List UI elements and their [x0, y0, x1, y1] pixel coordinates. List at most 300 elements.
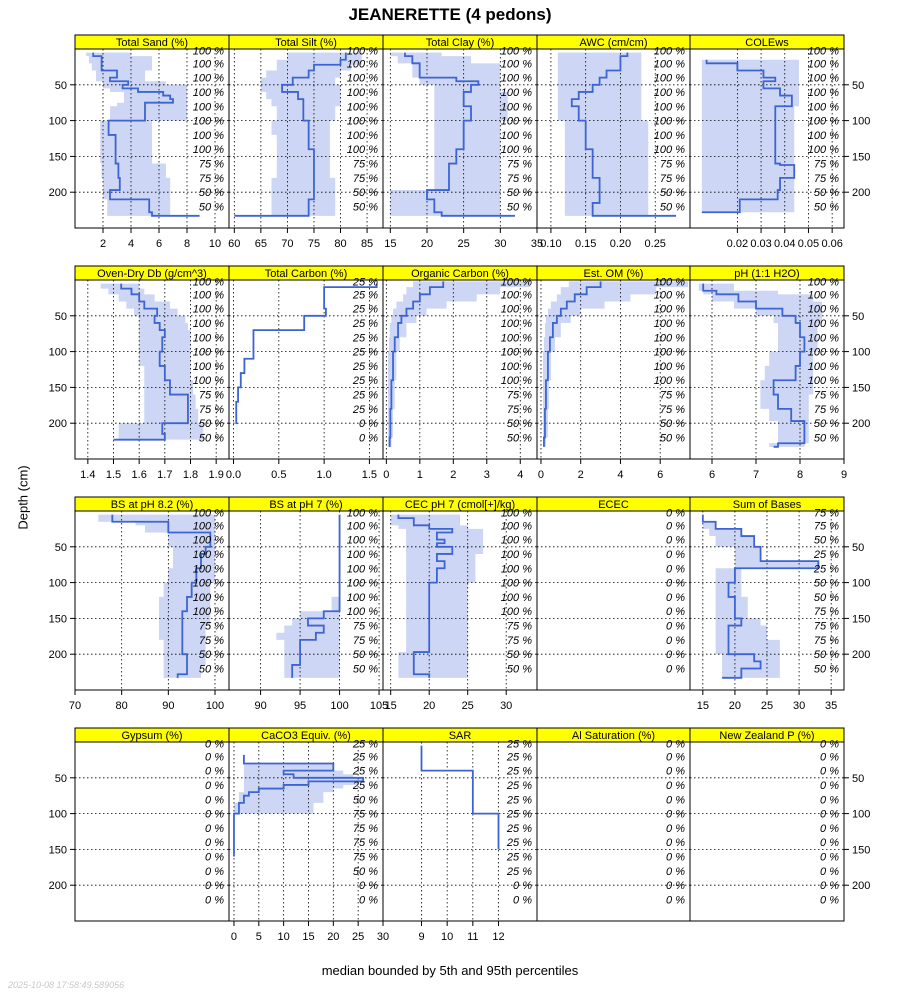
percent-label: 100 %: [192, 72, 224, 85]
x-tick-label: 100: [205, 700, 225, 712]
percent-label: 100 %: [653, 332, 685, 345]
percent-label: 100 %: [653, 101, 685, 114]
x-tick-label: 6: [708, 469, 716, 481]
percent-label: 50 %: [352, 201, 378, 214]
percent-label: 50 %: [659, 418, 685, 431]
percent-label: 0 %: [666, 765, 685, 778]
percent-label: 0 %: [666, 548, 685, 561]
panel-title: Est. OM (%): [583, 268, 644, 280]
percent-label: 100 %: [192, 101, 224, 114]
x-tick-label: 10: [208, 238, 222, 250]
percent-label: 100 %: [500, 520, 532, 533]
percent-label: 50 %: [813, 418, 839, 431]
percent-label: 50 %: [352, 865, 378, 878]
percent-label: 25 %: [506, 751, 532, 764]
percent-label: 0 %: [820, 779, 839, 792]
percent-label: 25 %: [352, 751, 378, 764]
y-tick-label: 50: [54, 310, 67, 323]
percent-label: 25 %: [352, 403, 378, 416]
percent-label: 75 %: [813, 507, 839, 520]
panel-title: COLEws: [745, 37, 789, 49]
percent-label: 0 %: [666, 880, 685, 893]
percent-label: 100 %: [653, 360, 685, 373]
percent-label: 0 %: [513, 880, 532, 893]
x-tick-label: 15: [696, 700, 709, 712]
panel-title: pH (1:1 H2O): [734, 268, 800, 280]
percent-label: 50 %: [659, 187, 685, 200]
panel: [383, 266, 537, 481]
x-tick-label: 9: [418, 931, 425, 943]
percent-label: 0 %: [666, 837, 685, 850]
x-tick-label: 0.0: [225, 469, 242, 481]
percent-label: 50 %: [198, 663, 224, 676]
y-tick-label: 200: [852, 649, 871, 662]
x-tick-label: 100: [330, 700, 349, 712]
percent-label: 100 %: [807, 58, 839, 71]
percent-label: 25 %: [506, 794, 532, 807]
x-tick-label: 1: [416, 469, 423, 481]
panel: [690, 728, 870, 921]
x-tick-label: 10: [277, 931, 290, 943]
percent-label: 75 %: [659, 403, 685, 416]
x-tick-label: 0: [537, 469, 545, 481]
percent-label: 100 %: [807, 276, 839, 289]
percent-label: 0 %: [205, 837, 224, 850]
panel-title: Total Carbon (%): [264, 268, 348, 280]
percent-label: 100 %: [346, 606, 378, 619]
panel-title: Gypsum (%): [121, 730, 183, 742]
y-tick-label: 200: [48, 187, 67, 200]
percent-label: 100 %: [192, 606, 224, 619]
percent-label: 100 %: [500, 101, 532, 114]
x-tick-label: 0: [230, 931, 238, 943]
percent-label: 75 %: [198, 389, 224, 402]
x-tick-label: 20: [420, 238, 434, 250]
y-tick-label: 100: [852, 115, 871, 128]
percent-label: 100 %: [346, 45, 378, 58]
percent-label: 100 %: [346, 86, 378, 99]
percent-label: 100 %: [500, 346, 532, 359]
percent-label: 50 %: [506, 663, 532, 676]
x-tick-label: 25: [352, 931, 365, 943]
x-tick-label: 95: [293, 700, 307, 712]
percent-label: 100 %: [346, 507, 378, 520]
percent-label: 100 %: [653, 346, 685, 359]
x-tick-label: 25: [461, 700, 474, 712]
percent-label: 100 %: [500, 577, 532, 590]
y-tick-label: 150: [852, 613, 871, 626]
percent-label: 75 %: [352, 837, 378, 850]
percent-label: 25 %: [506, 851, 532, 864]
x-tick-label: 10: [441, 931, 454, 943]
x-tick-label: 1.0: [316, 469, 332, 481]
percent-label: 100 %: [653, 129, 685, 142]
percent-label: 25 %: [352, 375, 378, 388]
x-tick-label: 60: [228, 238, 241, 250]
y-tick-label: 100: [852, 577, 871, 590]
percent-label: 50 %: [813, 663, 839, 676]
percent-label: 75 %: [813, 158, 839, 171]
percent-label: 100 %: [653, 375, 685, 388]
panel: [383, 728, 537, 943]
percent-label: 50 %: [659, 201, 685, 214]
percent-label: 50 %: [506, 201, 532, 214]
percent-label: 25 %: [352, 765, 378, 778]
percent-label: 100 %: [653, 317, 685, 330]
percent-label: 75 %: [813, 620, 839, 633]
percent-label: 100 %: [653, 45, 685, 58]
percent-label: 100 %: [653, 58, 685, 71]
panel-title: AWC (cm/cm): [579, 37, 648, 49]
percent-label: 75 %: [352, 620, 378, 633]
panel-title: Total Sand (%): [115, 37, 189, 49]
percent-label: 50 %: [813, 591, 839, 604]
panel-title: CaCO3 Equiv. (%): [261, 730, 351, 742]
percent-label: 0 %: [205, 880, 224, 893]
percent-label: 100 %: [192, 86, 224, 99]
panel-title: Oven-Dry Db (g/cm^3): [97, 268, 207, 280]
percent-label: 75 %: [352, 158, 378, 171]
percent-label: 75 %: [352, 634, 378, 647]
percent-label: 50 %: [813, 534, 839, 547]
x-axis-title: median bounded by 5th and 95th percentiles: [321, 963, 579, 978]
x-tick-label: 1.8: [182, 469, 199, 481]
percent-label: 100 %: [653, 276, 685, 289]
percent-label: 25 %: [813, 563, 839, 576]
x-tick-label: 3: [483, 469, 490, 481]
percent-label: 100 %: [500, 86, 532, 99]
percent-label: 75 %: [506, 620, 532, 633]
percent-label: 50 %: [813, 432, 839, 445]
panel: [49, 266, 229, 481]
percent-label: 100 %: [500, 317, 532, 330]
panel: [537, 497, 690, 690]
percent-label: 100 %: [807, 332, 839, 345]
percent-label: 0 %: [666, 520, 685, 533]
percent-label: 100 %: [500, 332, 532, 345]
percent-label: 50 %: [198, 649, 224, 662]
x-tick-label: 75: [307, 238, 321, 250]
x-tick-label: 4: [617, 469, 624, 481]
percent-label: 0 %: [205, 822, 224, 835]
percent-label: 100 %: [192, 591, 224, 604]
percent-label: 25 %: [813, 548, 839, 561]
percent-label: 100 %: [500, 563, 532, 576]
percent-label: 50 %: [352, 187, 378, 200]
y-tick-label: 150: [48, 382, 67, 395]
percent-label: 25 %: [506, 837, 532, 850]
percent-label: 50 %: [813, 649, 839, 662]
panel: [537, 728, 690, 921]
x-tick-label: 90: [162, 700, 175, 712]
percent-label: 100 %: [192, 375, 224, 388]
y-tick-label: 200: [852, 418, 871, 431]
percent-label: 100 %: [346, 563, 378, 576]
percent-label: 100 %: [653, 289, 685, 302]
panel-title: SAR: [448, 730, 472, 742]
percentile-band: [86, 53, 187, 216]
y-tick-label: 150: [852, 382, 871, 395]
percent-label: 75 %: [813, 634, 839, 647]
panel-title: Sum of Bases: [732, 499, 802, 511]
y-tick-label: 100: [852, 346, 871, 359]
y-tick-label: 50: [852, 772, 865, 785]
percent-label: 100 %: [807, 375, 839, 388]
percent-label: 100 %: [192, 346, 224, 359]
percent-label: 75 %: [506, 403, 532, 416]
x-tick-label: 105: [369, 700, 389, 712]
percent-label: 100 %: [346, 72, 378, 85]
percent-label: 0 %: [666, 606, 685, 619]
percent-label: 100 %: [500, 289, 532, 302]
percent-label: 100 %: [653, 303, 685, 316]
x-tick-label: 30: [376, 931, 390, 943]
percent-label: 100 %: [192, 45, 224, 58]
percent-label: 100 %: [500, 606, 532, 619]
panel-title: ECEC: [598, 499, 629, 511]
percent-label: 0 %: [666, 865, 685, 878]
percent-label: 0 %: [666, 563, 685, 576]
panel-title: New Zealand P (%): [719, 730, 815, 742]
percent-label: 75 %: [813, 172, 839, 185]
y-tick-label: 50: [852, 310, 865, 323]
x-tick-label: 1.5: [105, 469, 122, 481]
percent-label: 0 %: [666, 751, 685, 764]
percent-label: 0 %: [666, 738, 685, 751]
percent-label: 75 %: [813, 520, 839, 533]
percent-label: 100 %: [346, 101, 378, 114]
x-tick-label: 30: [494, 238, 507, 250]
y-tick-label: 200: [852, 187, 871, 200]
percent-label: 0 %: [820, 794, 839, 807]
percent-label: 0 %: [666, 894, 685, 907]
percent-label: 50 %: [198, 418, 224, 431]
panel-title: Organic Carbon (%): [411, 268, 509, 280]
percent-label: 100 %: [807, 303, 839, 316]
x-tick-label: 15: [302, 931, 315, 943]
percent-label: 100 %: [192, 520, 224, 533]
percent-label: 75 %: [813, 606, 839, 619]
x-tick-label: 0.15: [574, 238, 597, 250]
percent-label: 100 %: [192, 360, 224, 373]
percent-label: 50 %: [659, 432, 685, 445]
y-tick-label: 150: [852, 151, 871, 164]
y-tick-label: 200: [48, 418, 67, 431]
percent-label: 75 %: [198, 620, 224, 633]
median-line: [422, 746, 499, 850]
y-tick-label: 50: [54, 79, 67, 92]
percent-label: 100 %: [346, 520, 378, 533]
y-tick-label: 100: [48, 346, 67, 359]
panel: [383, 497, 537, 712]
x-tick-label: 80: [115, 700, 128, 712]
percent-label: 100 %: [192, 303, 224, 316]
x-tick-label: 0.25: [644, 238, 666, 250]
percent-label: 100 %: [500, 45, 532, 58]
percent-label: 100 %: [192, 129, 224, 142]
percent-label: 75 %: [813, 389, 839, 402]
percent-label: 100 %: [500, 144, 532, 157]
x-tick-label: 70: [281, 238, 294, 250]
y-tick-label: 150: [852, 844, 871, 857]
percent-label: 25 %: [506, 808, 532, 821]
x-tick-label: 70: [68, 700, 82, 712]
percent-label: 100 %: [653, 144, 685, 157]
panel: [228, 35, 383, 250]
percent-label: 100 %: [653, 115, 685, 128]
percent-label: 0 %: [820, 822, 839, 835]
x-tick-label: 1.9: [208, 469, 224, 481]
timestamp: 2025-10-08 17:58:49.589056: [8, 980, 125, 990]
percent-label: 0 %: [666, 507, 685, 520]
x-tick-label: 20: [327, 931, 340, 943]
percent-label: 25 %: [352, 389, 378, 402]
x-tick-label: 20: [423, 700, 436, 712]
percent-label: 0 %: [820, 765, 839, 778]
percent-label: 25 %: [352, 317, 378, 330]
y-tick-label: 50: [852, 79, 865, 92]
percent-label: 75 %: [813, 403, 839, 416]
x-tick-label: 25: [760, 700, 774, 712]
percent-label: 100 %: [192, 563, 224, 576]
y-axis-title: Depth (cm): [15, 465, 31, 530]
percent-label: 50 %: [198, 432, 224, 445]
percent-label: 75 %: [659, 389, 685, 402]
x-tick-label: 0.10: [540, 238, 562, 250]
chart-title: JEANERETTE (4 pedons): [348, 5, 552, 24]
x-tick-label: 0.20: [609, 238, 632, 250]
percentile-band: [276, 515, 339, 678]
percent-label: 100 %: [500, 115, 532, 128]
percent-label: 100 %: [807, 360, 839, 373]
panel: [226, 266, 383, 481]
percent-label: 100 %: [807, 115, 839, 128]
percent-label: 75 %: [352, 851, 378, 864]
percent-label: 50 %: [352, 794, 378, 807]
percent-label: 100 %: [653, 72, 685, 85]
percent-label: 0 %: [666, 822, 685, 835]
percent-label: 75 %: [506, 172, 532, 185]
y-tick-label: 150: [48, 613, 67, 626]
percent-label: 0 %: [820, 865, 839, 878]
panel: [229, 497, 388, 712]
percent-label: 100 %: [346, 144, 378, 157]
percent-label: 75 %: [198, 403, 224, 416]
percent-label: 0 %: [666, 620, 685, 633]
percent-label: 50 %: [813, 187, 839, 200]
percent-label: 100 %: [192, 548, 224, 561]
percent-label: 25 %: [506, 822, 532, 835]
x-tick-label: 8: [796, 469, 804, 481]
percent-label: 25 %: [506, 765, 532, 778]
percent-label: 0 %: [820, 738, 839, 751]
percent-label: 0 %: [666, 577, 685, 590]
percent-label: 100 %: [807, 72, 839, 85]
x-tick-label: 25: [457, 238, 470, 250]
percent-label: 50 %: [506, 649, 532, 662]
percent-label: 75 %: [198, 634, 224, 647]
y-tick-label: 50: [54, 772, 67, 785]
percent-label: 100 %: [500, 534, 532, 547]
percent-label: 0 %: [513, 894, 532, 907]
percent-label: 25 %: [352, 289, 378, 302]
percent-label: 100 %: [192, 289, 224, 302]
percent-label: 25 %: [506, 865, 532, 878]
panel-title: Al Saturation (%): [571, 730, 656, 742]
percent-label: 75 %: [659, 172, 685, 185]
x-tick-label: 6: [657, 469, 664, 481]
y-tick-label: 200: [48, 649, 67, 662]
percent-label: 100 %: [500, 129, 532, 142]
percent-label: 100 %: [346, 591, 378, 604]
percent-label: 100 %: [192, 144, 224, 157]
y-tick-label: 50: [54, 541, 67, 554]
percent-label: 0 %: [205, 851, 224, 864]
percent-label: 0 %: [820, 837, 839, 850]
percent-label: 50 %: [506, 432, 532, 445]
percent-label: 100 %: [500, 58, 532, 71]
percent-label: 0 %: [666, 591, 685, 604]
x-tick-label: 1.5: [361, 469, 378, 481]
percent-label: 100 %: [346, 129, 378, 142]
percent-label: 100 %: [192, 534, 224, 547]
percent-label: 100 %: [807, 317, 839, 330]
percent-label: 25 %: [506, 779, 532, 792]
percentile-band: [422, 746, 499, 850]
x-tick-label: 12: [492, 931, 505, 943]
x-tick-label: 85: [360, 238, 374, 250]
panel-title: CEC pH 7 (cmol[+]/kg): [404, 499, 516, 511]
y-tick-label: 200: [48, 880, 67, 893]
y-tick-label: 200: [852, 880, 871, 893]
percent-label: 0 %: [359, 880, 378, 893]
percent-label: 0 %: [205, 808, 224, 821]
percent-label: 75 %: [506, 158, 532, 171]
percent-label: 100 %: [807, 289, 839, 302]
x-tick-label: 2: [450, 469, 457, 481]
percent-label: 100 %: [500, 548, 532, 561]
percent-label: 25 %: [352, 360, 378, 373]
x-tick-label: 65: [254, 238, 267, 250]
x-tick-label: 30: [500, 700, 513, 712]
percent-label: 0 %: [205, 779, 224, 792]
percent-label: 75 %: [659, 158, 685, 171]
x-tick-label: 15: [384, 700, 397, 712]
x-tick-label: 7: [752, 469, 760, 481]
percent-label: 25 %: [352, 346, 378, 359]
panel-title: Total Clay (%): [425, 37, 495, 49]
percent-label: 75 %: [506, 389, 532, 402]
percent-label: 50 %: [506, 187, 532, 200]
percent-label: 25 %: [352, 779, 378, 792]
percent-label: 75 %: [352, 822, 378, 835]
percent-label: 0 %: [820, 880, 839, 893]
percent-label: 100 %: [192, 115, 224, 128]
panel: [537, 266, 690, 481]
x-tick-label: 1.6: [131, 469, 147, 481]
percent-label: 100 %: [346, 58, 378, 71]
percent-label: 0 %: [205, 894, 224, 907]
percent-label: 100 %: [192, 317, 224, 330]
x-tick-label: 30: [792, 700, 806, 712]
x-tick-label: 0.03: [750, 238, 772, 250]
panel: [383, 35, 543, 250]
x-tick-label: 0.06: [821, 238, 843, 250]
percent-label: 25 %: [506, 738, 532, 751]
x-tick-label: 15: [384, 238, 397, 250]
percent-label: 50 %: [198, 187, 224, 200]
percent-label: 0 %: [666, 779, 685, 792]
